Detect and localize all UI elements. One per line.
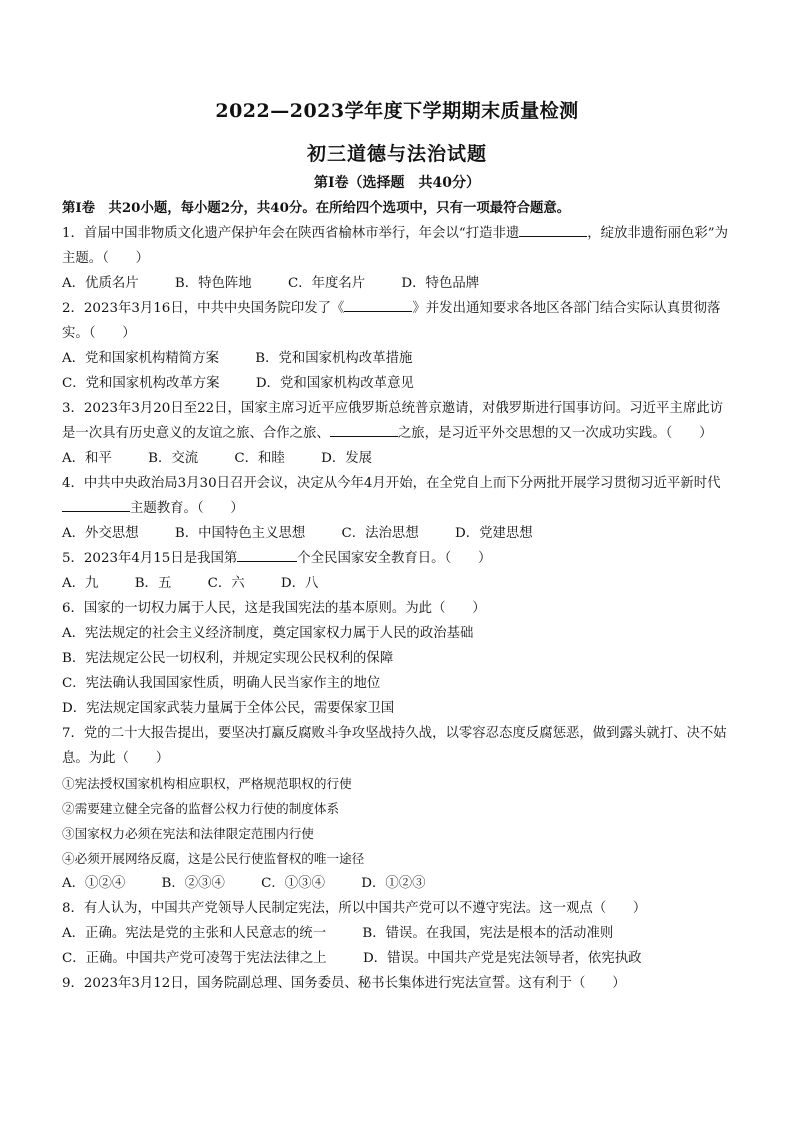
question-stem: 》并发出通知要求各地区各部门结合实际认真贯彻落实。（ ）	[62, 301, 721, 341]
option-b: B．②③④	[161, 876, 225, 891]
question-stem: 主题教育。（ ）	[130, 501, 244, 516]
question-5-options	[62, 571, 734, 596]
option-d: D．党建思想	[454, 526, 533, 541]
question-9: 9．2023年3月12日，国务院副总理、国务委员、秘书长集体进行宪法宣誓。这有利于（ ）	[62, 976, 626, 991]
question-1	[62, 221, 734, 271]
option-c: C．和睦	[234, 451, 285, 466]
question-stem: 之旅，是习近平外交思想的又一次成功实践。（ ）	[397, 426, 713, 441]
question-4-options	[62, 521, 734, 546]
question-7-options	[62, 871, 734, 896]
question-3	[62, 396, 734, 446]
option-c: C．党和国家机构改革方案	[62, 376, 220, 391]
question-3-options	[62, 446, 734, 471]
question-4	[62, 471, 734, 521]
statement-1: ①宪法授权国家机构相应职权，严格规范职权的行使	[62, 776, 352, 791]
option-c: C．年度名片	[287, 276, 366, 291]
option-d: D．特色品牌	[401, 276, 480, 291]
option-d: D．党和国家机构改革意见	[255, 376, 414, 391]
question-stem: 个全民国家安全教育日。（ ）	[297, 551, 492, 566]
question-7: 7．党的二十大报告提出，要坚决打赢反腐败斗争攻坚战持久战，以零容忍态度反腐惩恶，做到露头就打、决不姑息。为此（ ）	[62, 726, 727, 766]
option-a: A．党和国家机构精简方案	[62, 351, 219, 366]
fill-blank	[62, 499, 130, 512]
question-8-options-row2	[62, 946, 734, 971]
fill-blank	[237, 549, 297, 562]
option-b: B．特色阵地	[174, 276, 252, 291]
statement-2: ②需要建立健全完备的监督公权力行使的制度体系	[62, 801, 340, 816]
question-8: 8．有人认为，中国共产党领导人民制定宪法，所以中国共产党可以不遵守宪法。这一观点（ ）	[62, 901, 647, 916]
option-b: B．错误。在我国，宪法是根本的活动准则	[362, 926, 614, 941]
question-stem: ，绽放非遗衔丽色彩”为主题。（ ）	[62, 226, 729, 266]
question-stem: 3．2023年3月20日至22日，国家主席习近平应俄罗斯总统普京邀请，对俄罗斯进行国事访问。习近平主席此访是一次具有历史意义的友谊之旅、合作之旅、	[62, 401, 723, 441]
statement-3: ③国家权力必须在宪法和法律限定范围内行使	[62, 826, 314, 841]
option-c: C．宪法确认我国国家性质，明确人民当家作主的地位	[62, 676, 381, 691]
fill-blank	[519, 224, 587, 237]
question-stem: 5．2023年4月15日是我国第	[62, 551, 238, 566]
option-c: C．六	[207, 576, 245, 591]
option-c: C．正确。中国共产党可凌驾于宪法法律之上	[62, 951, 327, 966]
option-b: B．五	[134, 576, 172, 591]
option-c: C．①③④	[261, 876, 325, 891]
option-d: D．八	[280, 576, 319, 591]
fill-blank	[344, 299, 412, 312]
exam-body	[62, 196, 734, 996]
option-a: A．外交思想	[62, 526, 139, 541]
option-b: B．交流	[148, 451, 199, 466]
option-a: A．九	[62, 576, 99, 591]
option-b: B．中国特色主义思想	[174, 526, 306, 541]
option-d: D．错误。中国共产党是宪法领导者，依宪执政	[362, 951, 642, 966]
section-instructions: 第Ⅰ卷 共20小题，每小题2分，共40分。在所给四个选项中，只有一项最符合题意。	[62, 200, 571, 216]
question-5	[62, 546, 734, 571]
option-a: A．正确。宪法是党的主张和人民意志的统一	[62, 926, 327, 941]
option-a: A．优质名片	[62, 276, 139, 291]
question-stem: 1．首届中国非物质文化遗产保护年会在陕西省榆林市举行，年会以“打造非遗	[62, 226, 520, 241]
question-stem: 2．2023年3月16日，中共中央国务院印发了《	[62, 301, 345, 316]
section-heading: 第Ⅰ卷（选择题 共40分）	[313, 175, 481, 191]
statement-4: ④必须开展网络反腐，这是公民行使监督权的唯一途径	[62, 851, 365, 866]
option-c: C．法治思想	[341, 526, 419, 541]
exam-title: 2022—2023学年度下学期期末质量检测	[215, 100, 579, 122]
question-6: 6．国家的一切权力属于人民，这是我国宪法的基本原则。为此（ ）	[62, 601, 486, 616]
option-d: D．宪法规定国家武装力量属于全体公民，需要保家卫国	[62, 701, 395, 716]
question-stem: 4．中共中央政治局3月30日召开会议，决定从今年4月开始，在全党自上而下分两批开展学习贯彻习近平新时代	[62, 476, 721, 491]
option-d: D．①②③	[361, 876, 426, 891]
question-2-options-row2	[62, 371, 734, 396]
option-a: A．宪法规定的社会主义经济制度，奠定国家权力属于人民的政治基础	[62, 626, 474, 641]
question-8-options-row1	[62, 921, 734, 946]
question-2-options-row1	[62, 346, 734, 371]
option-a: A．①②④	[62, 876, 126, 891]
question-1-options	[62, 271, 734, 296]
option-b: B．宪法规定公民一切权利，并规定实现公民权利的保障	[62, 651, 394, 666]
option-b: B．党和国家机构改革措施	[255, 351, 413, 366]
exam-subtitle: 初三道德与法治试题	[306, 143, 487, 165]
option-d: D．发展	[321, 451, 372, 466]
question-2	[62, 296, 734, 346]
option-a: A．和平	[62, 451, 112, 466]
fill-blank	[330, 424, 398, 437]
